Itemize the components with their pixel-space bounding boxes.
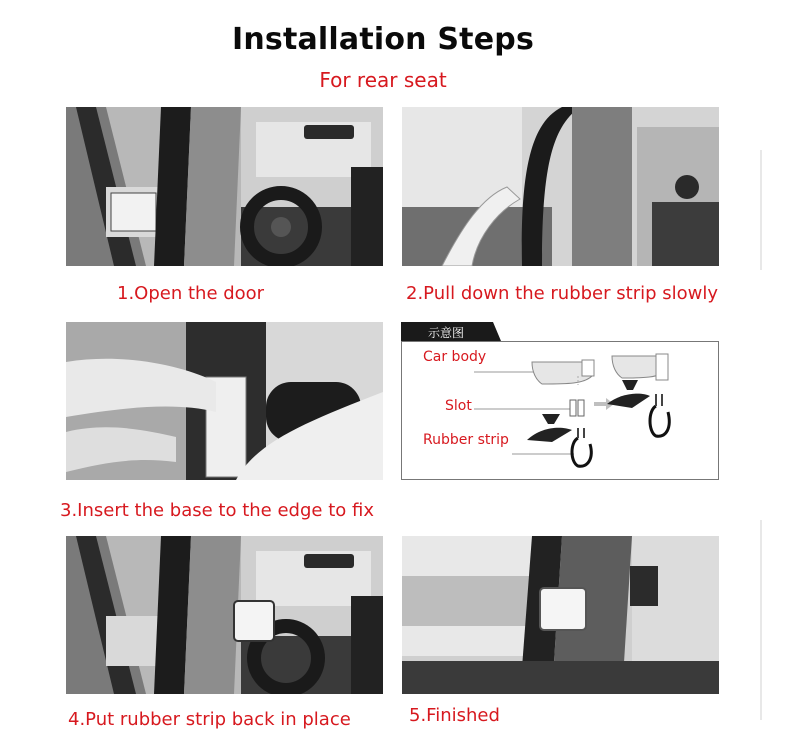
- step-3-caption: 3.Insert the base to the edge to fix: [60, 500, 374, 521]
- step-1-photo: [66, 107, 383, 266]
- step-3-photo: [66, 322, 383, 480]
- right-edge-mark-lower: [760, 520, 762, 720]
- step-2-photo: [402, 107, 719, 266]
- page-title: Installation Steps: [231, 22, 535, 57]
- step-4-photo: [66, 536, 383, 694]
- diagram-label-slot: Slot: [445, 398, 472, 414]
- step-2-caption: 2.Pull down the rubber strip slowly: [406, 283, 719, 304]
- diagram-label-rubber-strip: Rubber strip: [423, 432, 509, 448]
- step-4-caption: 4.Put rubber strip back in place: [68, 709, 351, 730]
- diagram-tab-label: 示意图: [428, 326, 465, 340]
- page-subtitle: For rear seat: [319, 68, 447, 92]
- diagram-label-car-body: Car body: [423, 349, 487, 365]
- right-edge-mark: [760, 150, 762, 270]
- step-1-caption: 1.Open the door: [117, 283, 265, 304]
- step-5-photo: [402, 536, 719, 694]
- step-5-caption: 5.Finished: [409, 705, 500, 726]
